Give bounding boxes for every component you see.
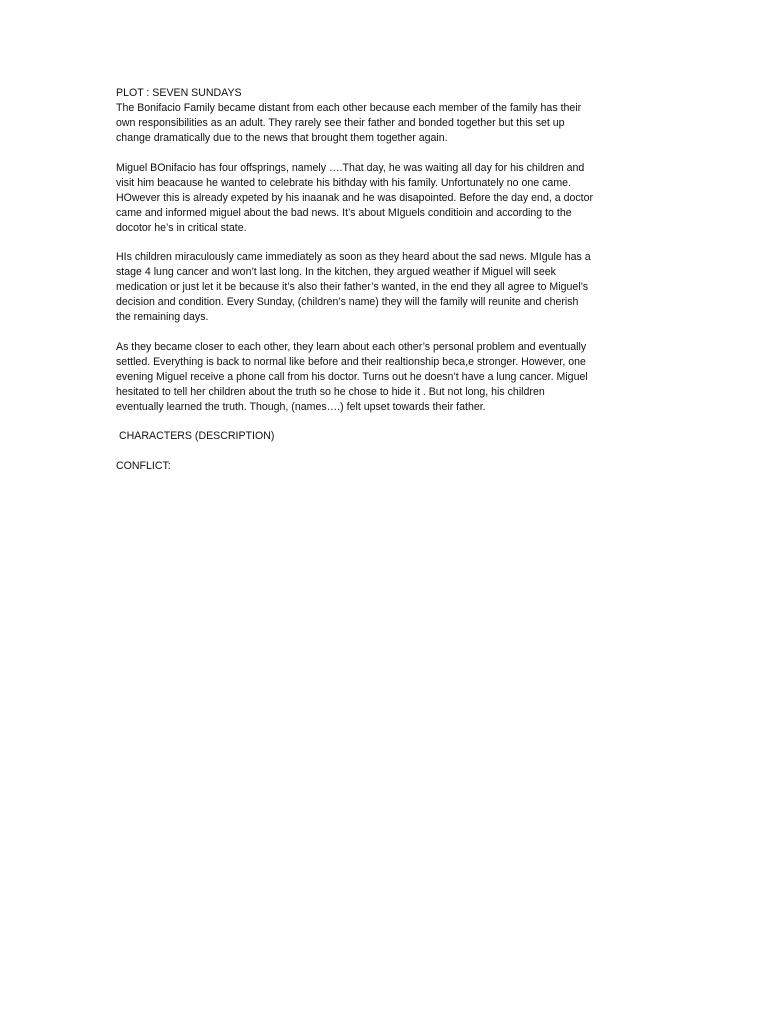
paragraph-resolution: [116, 340, 656, 415]
paragraph-miguel: [116, 161, 656, 236]
paragraph-spacer: [116, 325, 656, 340]
paragraph-line: settled. Everything is back to normal like before and their realtionship beca,e stronger. However, one: [116, 355, 586, 368]
conflict-heading: CONFLICT:: [116, 459, 171, 472]
paragraph-line: The Bonifacio Family became distant from each other because each member of the family has their: [116, 102, 582, 114]
paragraph-spacer: [116, 236, 656, 251]
characters-heading: CHARACTERS (DESCRIPTION): [119, 430, 275, 442]
paragraph-line: HIs children miraculously came immediately as soon as they heard about the sad news. MIgule has a: [116, 251, 591, 263]
paragraph-line: visit him beacause he wanted to celebrate his bithday with his family. Unfortunately no one came.: [116, 176, 571, 189]
paragraph-line: decision and condition. Every Sunday, (children’s name) they will the family will reunite and cherish: [116, 296, 579, 308]
paragraph-line: docotor he’s in critical state.: [116, 221, 247, 234]
paragraph-spacer: [116, 146, 656, 161]
paragraph-spacer: [116, 444, 656, 459]
paragraph-line: HOwever this is already expeted by his inaanak and he was disapointed. Before the day end, a doctor: [116, 191, 594, 204]
document-body: [116, 86, 656, 474]
paragraph-line: change dramatically due to the news that brought them together again.: [116, 132, 448, 144]
paragraph-line: eventually learned the truth. Though, (names….) felt upset towards their father.: [116, 400, 486, 413]
paragraph-line: Miguel BOnifacio has four offsprings, namely ….That day, he was waiting all day for his children and: [116, 161, 585, 174]
paragraph-line: medication or just let it be because it’s also their father’s wanted, in the end they all agree to Miguel’s: [116, 281, 589, 293]
paragraph-spacer: [116, 415, 656, 430]
paragraph-line: own responsibilities as an adult. They rarely see their father and bonded together but this set up: [116, 117, 565, 129]
paragraph-line: came and informed miguel about the bad news. It’s about MIguels conditioin and according to the: [116, 206, 572, 219]
paragraph-line: As they became closer to each other, they learn about each other’s personal problem and eventually: [116, 340, 587, 353]
document-title: PLOT : SEVEN SUNDAYS: [116, 87, 242, 99]
paragraph-line: hesitated to tell her children about the truth so he chose to hide it . But not long, his children: [116, 385, 545, 398]
paragraph-children: [116, 250, 656, 325]
paragraph-line: evening Miguel receive a phone call from his doctor. Turns out he doesn’t have a lung cancer. Miguel: [116, 370, 588, 383]
paragraph-intro: [116, 101, 656, 146]
paragraph-line: stage 4 lung cancer and won’t last long. In the kitchen, they argued weather if Miguel will seek: [116, 266, 556, 278]
paragraph-line: the remaining days.: [116, 311, 209, 323]
